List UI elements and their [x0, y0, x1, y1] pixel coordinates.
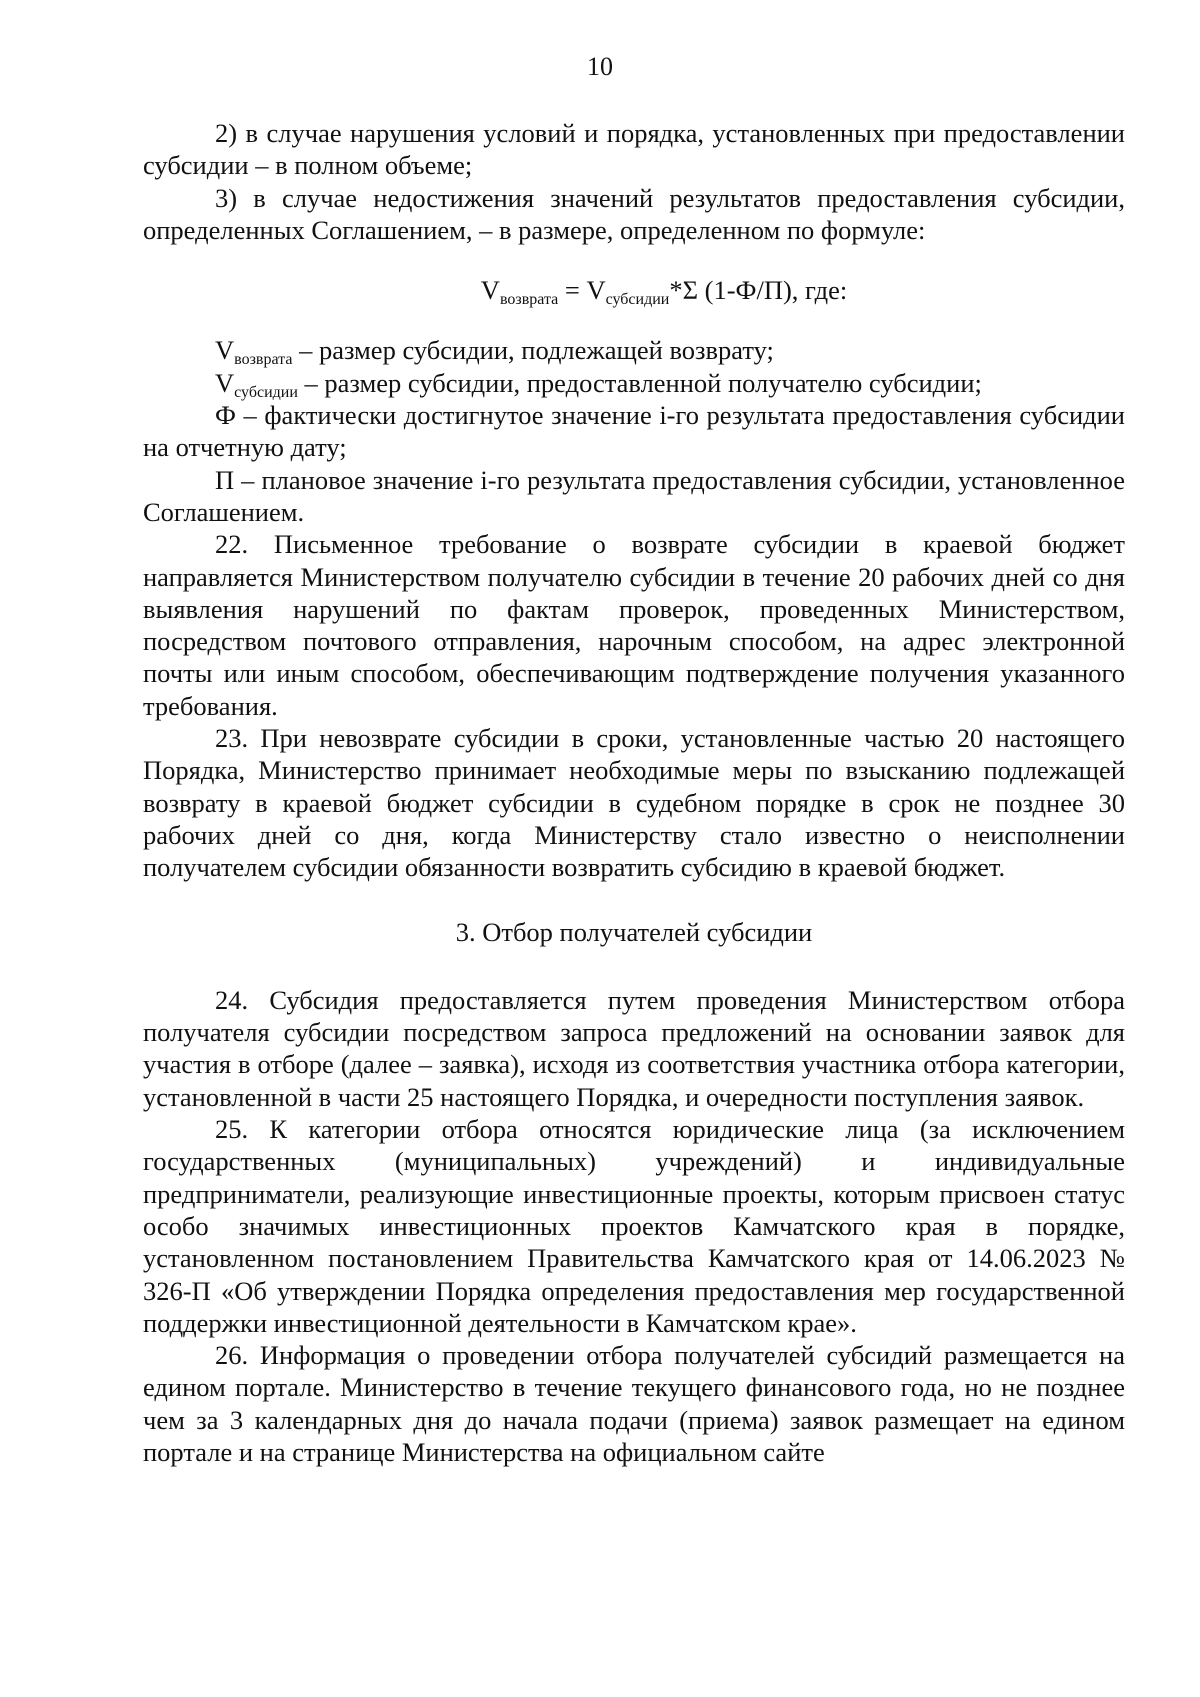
refund-formula [143, 274, 1125, 309]
clause-25 [143, 1113, 1125, 1339]
clause-22 [143, 528, 1125, 722]
item-2-number: 2) [215, 118, 238, 148]
clause-23 [143, 722, 1125, 883]
formula-sub-return: возврата [499, 291, 559, 309]
clause-22-number: 22. [215, 529, 249, 560]
clause-24-number: 24. [215, 984, 249, 1015]
clause-24-text: Субсидия предоставляется путем проведения Министерством отбора получателя субсидии посредством запроса предложений на основании заявок для участия в отборе (далее – заявка), исходя из соответствия участника отбора категории, установленной в части 25 настоящего Порядка, и очередности поступления заявок. [143, 984, 1125, 1112]
document-body [143, 117, 1125, 1468]
clause-26 [143, 1339, 1125, 1468]
formula-sub-subsidy: субсидии [605, 291, 670, 309]
formula-v-subsidy: V [586, 275, 606, 306]
clause-26-text: Информация о проведении отбора получателей субсидий размещается на едином портале. Министерство в течение текущего финансового года, но не позднее чем за 3 календарных дня до начала подачи (приема) заявок размещает на едином портале и на странице Министерства на официальном сайте [143, 1340, 1125, 1467]
formula-v-return: V [480, 275, 500, 306]
item-3-number: 3) [215, 182, 238, 213]
formula-equals: = [558, 275, 587, 306]
def1-text: – размер субсидии, подлежащей возврату; [292, 335, 774, 366]
item-2 [143, 117, 1125, 182]
definition-v-subsidy [143, 367, 1125, 399]
def1-sub: возврата [234, 351, 293, 369]
clause-24 [143, 984, 1125, 1113]
item-3-text: в случае недостижения значений результатов предоставления субсидии, определенных Соглашением, – в размере, определенном по формуле: [143, 182, 1125, 245]
clause-25-text: К категории отбора относятся юридические лица (за исключением государственных (муниципальных) учреждений) и индивидуальные предприниматели, реализующие инвестиционные проекты, которым присвоен статус особо значимых инвестиционных проектов Камчатского края в порядке, установленном постановлением Правительства Камчатского края от 14.06.2023 № 326-П «Об утверждении Порядка определения предоставления мер государственной поддержки инвестиционной деятельности в Камчатском крае». [143, 1114, 1125, 1338]
definition-f: Ф – фактически достигнутое значение i-го результата предоставления субсидии на отчетную дату; [143, 400, 1125, 463]
clause-23-text: При невозврате субсидии в сроки, установленные частью 20 настоящего Порядка, Министерство принимает необходимые меры по взысканию подлежащей возврату в краевой бюджет субсидии в судебном порядке в срок не позднее 30 рабочих дней со дня, когда Министерству стало известно о неисполнении получателем субсидии обязанности возвратить субсидию в краевой бюджет. [143, 723, 1125, 883]
formula-rest: *Σ (1-Ф/П), где: [669, 275, 848, 306]
page-number: 10 [587, 52, 613, 81]
def2-text: – размер субсидии, предоставленной получателю субсидии; [297, 367, 982, 398]
clause-26-number: 26. [215, 1340, 249, 1371]
item-3 [143, 182, 1125, 247]
def1-v: V [215, 335, 235, 366]
clause-25-number: 25. [215, 1114, 249, 1145]
section-heading: 3. Отбор получателей субсидии [455, 916, 813, 947]
item-2-text: в случае нарушения условий и порядка, установленных при предоставлении субсидии – в полном объеме; [143, 118, 1125, 181]
def2-sub: субсидии [234, 383, 298, 401]
definition-p: П – плановое значение i-го результата предоставления субсидии, установленное Соглашением. [143, 464, 1125, 527]
def2-v: V [215, 367, 235, 398]
definition-v-return [143, 334, 1125, 369]
clause-22-text: Письменное требование о возврате субсидии в краевой бюджет направляется Министерством получателю субсидии в течение 20 рабочих дней со дня выявления нарушений по фактам проверок, проведенных Министерством, посредством почтового отправления, нарочным способом, на адрес электронной почты или иным способом, обеспечивающим подтверждение получения указанного требования. [143, 529, 1125, 721]
clause-23-number: 23. [215, 723, 249, 754]
